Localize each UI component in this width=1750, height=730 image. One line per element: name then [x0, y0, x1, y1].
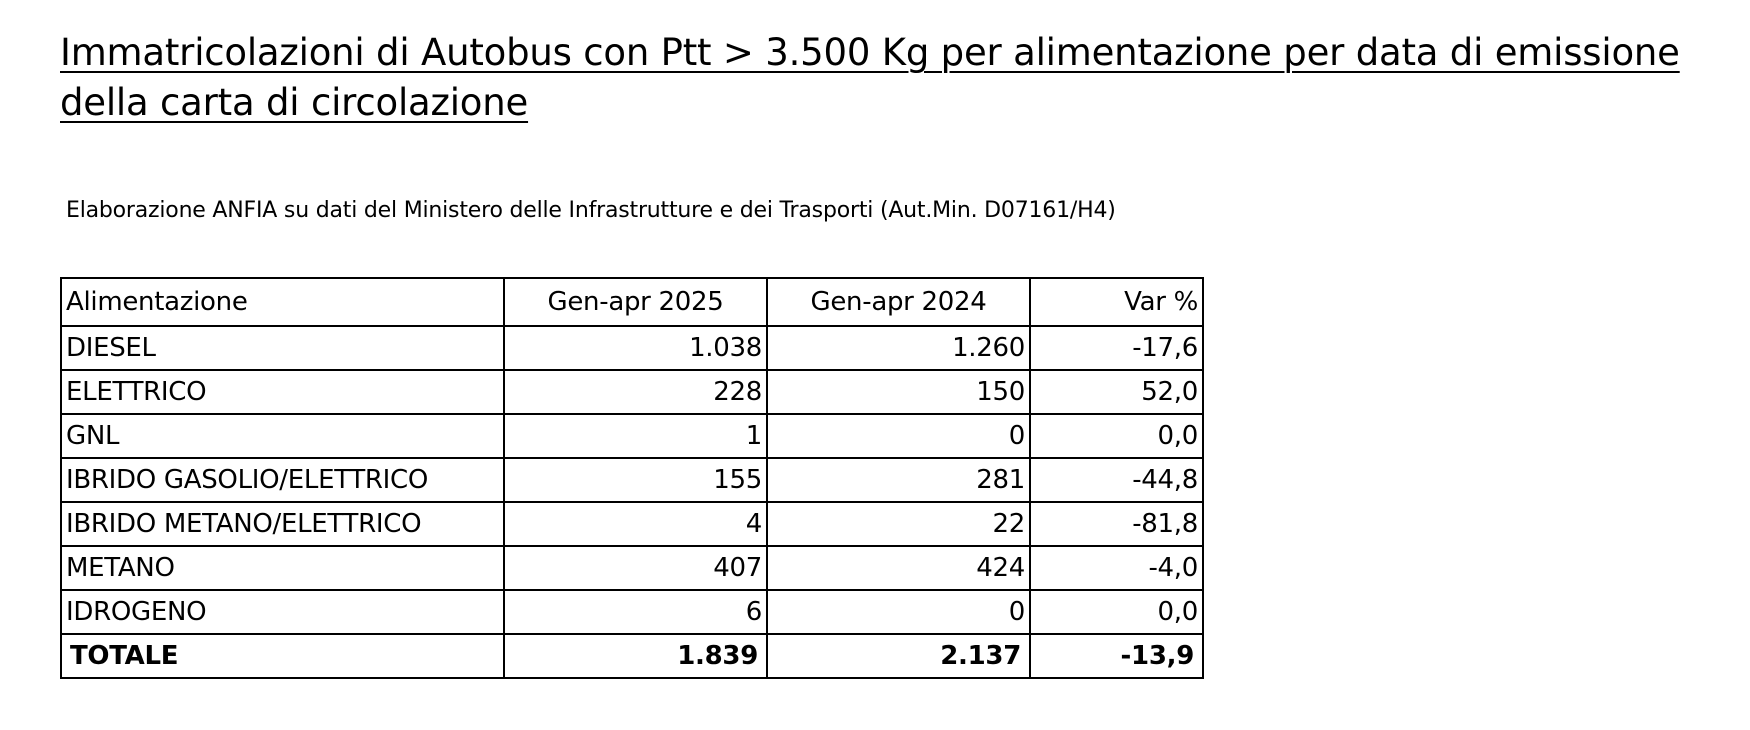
cell-var: -44,8 [1030, 458, 1203, 502]
cell-2024: 150 [767, 370, 1030, 414]
cell-2024: 22 [767, 502, 1030, 546]
cell-alimentazione: ELETTRICO [61, 370, 504, 414]
header-gen-apr-2025: Gen-apr 2025 [504, 278, 767, 326]
cell-var: -4,0 [1030, 546, 1203, 590]
header-var-percent: Var % [1030, 278, 1203, 326]
cell-2024: 0 [767, 590, 1030, 634]
cell-alimentazione: DIESEL [61, 326, 504, 370]
total-label: TOTALE [61, 634, 504, 678]
total-var: -13,9 [1030, 634, 1203, 678]
table-row [61, 326, 1203, 370]
cell-alimentazione: GNL [61, 414, 504, 458]
cell-alimentazione: IBRIDO GASOLIO/ELETTRICO [61, 458, 504, 502]
total-2025: 1.839 [504, 634, 767, 678]
cell-2024: 281 [767, 458, 1030, 502]
table-row [61, 414, 1203, 458]
total-2024: 2.137 [767, 634, 1030, 678]
cell-var: -81,8 [1030, 502, 1203, 546]
cell-2025: 4 [504, 502, 767, 546]
cell-var: 52,0 [1030, 370, 1203, 414]
cell-var: 0,0 [1030, 590, 1203, 634]
cell-2024: 1.260 [767, 326, 1030, 370]
page-title: Immatricolazioni di Autobus con Ptt > 3.500 Kg per alimentazione per data di emissione della carta di circolazione [60, 31, 1680, 124]
source-note: Elaborazione ANFIA su dati del Ministero delle Infrastrutture e dei Trasporti (Aut.Min. D07161/H4) [66, 198, 1116, 223]
cell-alimentazione: IBRIDO METANO/ELETTRICO [61, 502, 504, 546]
header-alimentazione: Alimentazione [61, 278, 504, 326]
table-row [61, 590, 1203, 634]
table-row [61, 502, 1203, 546]
cell-2025: 155 [504, 458, 767, 502]
table-row [61, 370, 1203, 414]
cell-2025: 1.038 [504, 326, 767, 370]
header-gen-apr-2024: Gen-apr 2024 [767, 278, 1030, 326]
cell-alimentazione: IDROGENO [61, 590, 504, 634]
table-row [61, 458, 1203, 502]
cell-alimentazione: METANO [61, 546, 504, 590]
table-total-row [61, 634, 1203, 678]
cell-2024: 424 [767, 546, 1030, 590]
cell-2025: 1 [504, 414, 767, 458]
registrations-table [60, 277, 1204, 679]
cell-2025: 228 [504, 370, 767, 414]
table-row [61, 546, 1203, 590]
cell-2024: 0 [767, 414, 1030, 458]
cell-var: 0,0 [1030, 414, 1203, 458]
cell-2025: 6 [504, 590, 767, 634]
cell-var: -17,6 [1030, 326, 1203, 370]
table-header-row [61, 278, 1203, 326]
cell-2025: 407 [504, 546, 767, 590]
